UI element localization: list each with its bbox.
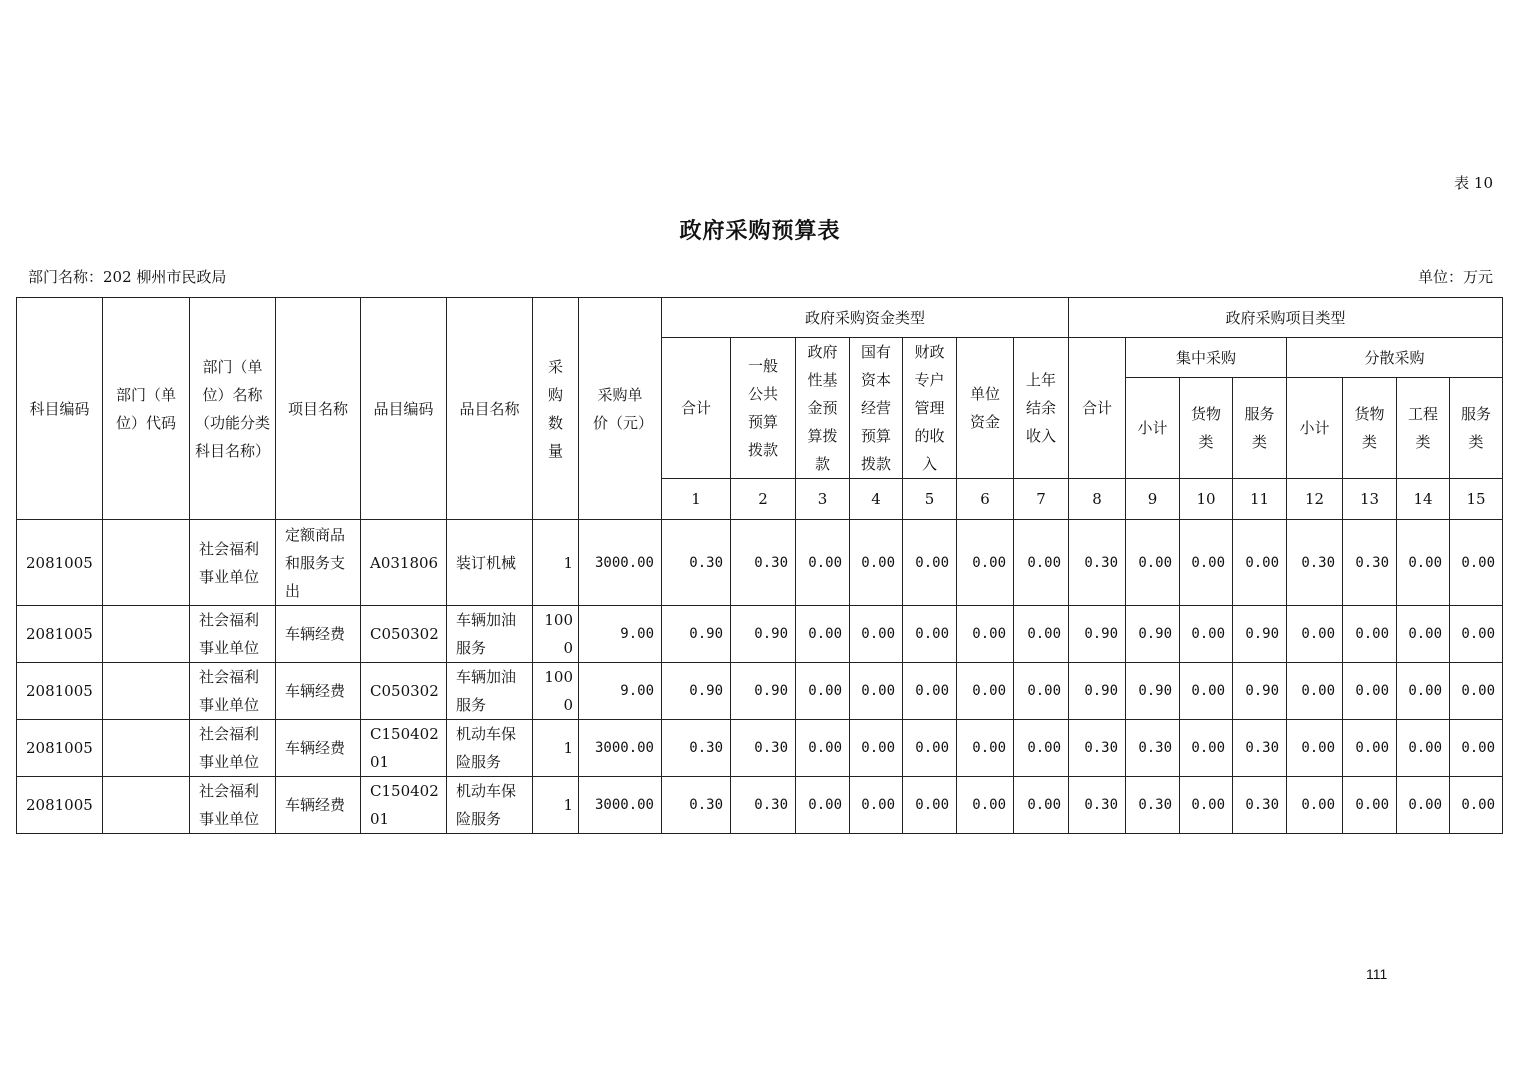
cell-value: 0.00 — [957, 606, 1014, 663]
cell-dept-name: 社会福利事业单位 — [190, 720, 276, 777]
cell-unit-price: 3000.00 — [579, 520, 662, 606]
table-body — [17, 520, 1503, 834]
col-dispersed-subtotal: 小计 — [1287, 378, 1343, 479]
cell-subject-code: 2081005 — [17, 720, 103, 777]
cell-value: 0.00 — [903, 720, 957, 777]
cell-quantity: 1000 — [533, 606, 579, 663]
col-number: 4 — [850, 479, 903, 520]
col-dispersed-service: 服务类 — [1450, 378, 1503, 479]
cell-project-name: 车辆经费 — [276, 720, 361, 777]
table-row — [17, 663, 1503, 720]
col-number: 15 — [1450, 479, 1503, 520]
col-number: 11 — [1233, 479, 1287, 520]
cell-value: 0.90 — [1126, 606, 1180, 663]
cell-value: 0.00 — [796, 663, 850, 720]
cell-value: 0.90 — [662, 606, 731, 663]
col-number: 7 — [1014, 479, 1069, 520]
cell-value: 0.00 — [1450, 777, 1503, 834]
cell-value: 0.00 — [1180, 606, 1233, 663]
cell-value: 0.00 — [1450, 606, 1503, 663]
table-row — [17, 720, 1503, 777]
col-number: 2 — [731, 479, 796, 520]
col-number: 12 — [1287, 479, 1343, 520]
cell-item-code: C15040201 — [361, 777, 447, 834]
cell-value: 0.00 — [957, 777, 1014, 834]
cell-value: 0.90 — [1233, 663, 1287, 720]
table-row — [17, 606, 1503, 663]
col-number: 6 — [957, 479, 1014, 520]
col-general-budget: 一般公共预算拨款 — [731, 338, 796, 479]
cell-value: 0.00 — [1180, 663, 1233, 720]
cell-dept-name: 社会福利事业单位 — [190, 520, 276, 606]
col-fund-total: 合计 — [662, 338, 731, 479]
cell-value: 0.90 — [731, 606, 796, 663]
cell-value: 0.30 — [1343, 520, 1397, 606]
cell-value: 0.00 — [1450, 663, 1503, 720]
cell-value: 0.00 — [850, 777, 903, 834]
table-row — [17, 777, 1503, 834]
cell-value: 0.00 — [903, 520, 957, 606]
col-central-service: 服务类 — [1233, 378, 1287, 479]
col-proj-total: 合计 — [1069, 338, 1126, 479]
cell-dept-name: 社会福利事业单位 — [190, 663, 276, 720]
cell-value: 0.00 — [796, 520, 850, 606]
cell-project-name: 定额商品和服务支出 — [276, 520, 361, 606]
cell-value: 0.30 — [1069, 720, 1126, 777]
cell-value: 0.00 — [1287, 663, 1343, 720]
cell-unit-price: 9.00 — [579, 606, 662, 663]
cell-value: 0.00 — [1014, 606, 1069, 663]
col-number: 13 — [1343, 479, 1397, 520]
cell-value: 0.00 — [796, 720, 850, 777]
col-unit-fund: 单位资金 — [957, 338, 1014, 479]
cell-value: 0.30 — [1233, 777, 1287, 834]
page-title: 政府采购预算表 — [679, 218, 841, 244]
cell-value: 0.00 — [796, 606, 850, 663]
department-label: 部门名称：202 柳州市民政局 — [28, 268, 227, 286]
col-special-account: 财政专户管理的收入 — [903, 338, 957, 479]
cell-value: 0.30 — [731, 777, 796, 834]
cell-value: 0.30 — [1069, 777, 1126, 834]
cell-dept-code — [103, 520, 190, 606]
cell-value: 0.00 — [850, 720, 903, 777]
table-number: 表 10 — [1454, 174, 1493, 192]
col-dispersed-works: 工程类 — [1397, 378, 1450, 479]
cell-subject-code: 2081005 — [17, 777, 103, 834]
cell-value: 0.00 — [1287, 720, 1343, 777]
cell-value: 0.00 — [1397, 663, 1450, 720]
cell-value: 0.90 — [1069, 606, 1126, 663]
cell-dept-code — [103, 720, 190, 777]
cell-value: 0.30 — [662, 520, 731, 606]
cell-dept-name: 社会福利事业单位 — [190, 606, 276, 663]
cell-value: 0.00 — [1287, 606, 1343, 663]
unit-label: 单位：万元 — [1417, 268, 1493, 286]
cell-unit-price: 3000.00 — [579, 777, 662, 834]
cell-item-name: 机动车保险服务 — [447, 720, 533, 777]
cell-subject-code: 2081005 — [17, 520, 103, 606]
cell-subject-code: 2081005 — [17, 663, 103, 720]
cell-item-name: 机动车保险服务 — [447, 777, 533, 834]
cell-value: 0.00 — [850, 606, 903, 663]
cell-value: 0.00 — [903, 777, 957, 834]
cell-value: 0.00 — [1343, 720, 1397, 777]
col-project-name: 项目名称 — [276, 298, 361, 520]
cell-value: 0.00 — [1397, 606, 1450, 663]
cell-value: 0.90 — [662, 663, 731, 720]
col-dept-code: 部门（单位）代码 — [103, 298, 190, 520]
cell-value: 0.90 — [1233, 606, 1287, 663]
cell-value: 0.00 — [1343, 777, 1397, 834]
col-item-name: 品目名称 — [447, 298, 533, 520]
cell-value: 0.00 — [1287, 777, 1343, 834]
cell-quantity: 1000 — [533, 663, 579, 720]
col-group-fund-type: 政府采购资金类型 — [662, 298, 1069, 338]
col-number: 14 — [1397, 479, 1450, 520]
cell-value: 0.00 — [1014, 720, 1069, 777]
cell-unit-price: 3000.00 — [579, 720, 662, 777]
col-number: 10 — [1180, 479, 1233, 520]
cell-quantity: 1 — [533, 720, 579, 777]
col-group-dispersed: 分散采购 — [1287, 338, 1503, 378]
cell-item-code: C15040201 — [361, 720, 447, 777]
col-dispersed-goods: 货物类 — [1343, 378, 1397, 479]
col-number: 8 — [1069, 479, 1126, 520]
cell-value: 0.00 — [1450, 520, 1503, 606]
col-central-goods: 货物类 — [1180, 378, 1233, 479]
cell-value: 0.00 — [850, 663, 903, 720]
cell-value: 0.30 — [1126, 777, 1180, 834]
cell-value: 0.00 — [1450, 720, 1503, 777]
cell-value: 0.00 — [1397, 520, 1450, 606]
table-header — [17, 298, 1503, 520]
cell-value: 0.00 — [1343, 663, 1397, 720]
cell-item-code: C050302 — [361, 663, 447, 720]
cell-project-name: 车辆经费 — [276, 777, 361, 834]
cell-value: 0.00 — [903, 606, 957, 663]
cell-project-name: 车辆经费 — [276, 606, 361, 663]
col-number: 5 — [903, 479, 957, 520]
col-number: 9 — [1126, 479, 1180, 520]
cell-value: 0.00 — [796, 777, 850, 834]
cell-item-name: 车辆加油服务 — [447, 663, 533, 720]
cell-item-name: 装订机械 — [447, 520, 533, 606]
cell-item-name: 车辆加油服务 — [447, 606, 533, 663]
cell-value: 0.30 — [1069, 520, 1126, 606]
col-item-code: 品目编码 — [361, 298, 447, 520]
cell-value: 0.90 — [1069, 663, 1126, 720]
cell-value: 0.00 — [1233, 520, 1287, 606]
page-number: 111 — [1366, 966, 1388, 982]
cell-value: 0.30 — [1126, 720, 1180, 777]
col-number: 1 — [662, 479, 731, 520]
col-group-central: 集中采购 — [1126, 338, 1287, 378]
col-quantity: 采购数量 — [533, 298, 579, 520]
cell-value: 0.00 — [957, 663, 1014, 720]
cell-value: 0.30 — [1233, 720, 1287, 777]
cell-value: 0.00 — [1180, 520, 1233, 606]
cell-value: 0.00 — [1126, 520, 1180, 606]
cell-subject-code: 2081005 — [17, 606, 103, 663]
cell-value: 0.90 — [731, 663, 796, 720]
cell-value: 0.30 — [1287, 520, 1343, 606]
cell-value: 0.00 — [957, 520, 1014, 606]
cell-project-name: 车辆经费 — [276, 663, 361, 720]
cell-value: 0.00 — [957, 720, 1014, 777]
cell-dept-code — [103, 663, 190, 720]
cell-value: 0.00 — [1014, 663, 1069, 720]
cell-value: 0.00 — [1397, 777, 1450, 834]
cell-dept-code — [103, 606, 190, 663]
col-state-capital: 国有资本经营预算拨款 — [850, 338, 903, 479]
col-unit-price: 采购单价（元） — [579, 298, 662, 520]
cell-value: 0.00 — [903, 663, 957, 720]
col-subject-code: 科目编码 — [17, 298, 103, 520]
cell-item-code: A031806 — [361, 520, 447, 606]
cell-value: 0.30 — [731, 520, 796, 606]
cell-value: 0.30 — [662, 777, 731, 834]
cell-quantity: 1 — [533, 520, 579, 606]
cell-quantity: 1 — [533, 777, 579, 834]
col-group-project-type: 政府采购项目类型 — [1069, 298, 1503, 338]
cell-value: 0.00 — [1343, 606, 1397, 663]
cell-value: 0.00 — [1180, 777, 1233, 834]
cell-value: 0.00 — [1180, 720, 1233, 777]
col-gov-fund: 政府性基金预算拨款 — [796, 338, 850, 479]
col-carryover: 上年结余收入 — [1014, 338, 1069, 479]
col-dept-name: 部门（单位）名称（功能分类科目名称） — [190, 298, 276, 520]
cell-value: 0.00 — [1014, 520, 1069, 606]
cell-dept-code — [103, 777, 190, 834]
cell-value: 0.30 — [731, 720, 796, 777]
table-row — [17, 520, 1503, 606]
cell-dept-name: 社会福利事业单位 — [190, 777, 276, 834]
cell-value: 0.00 — [850, 520, 903, 606]
cell-unit-price: 9.00 — [579, 663, 662, 720]
cell-value: 0.30 — [662, 720, 731, 777]
procurement-budget-table — [16, 297, 1503, 834]
col-central-subtotal: 小计 — [1126, 378, 1180, 479]
cell-item-code: C050302 — [361, 606, 447, 663]
cell-value: 0.00 — [1397, 720, 1450, 777]
cell-value: 0.00 — [1014, 777, 1069, 834]
cell-value: 0.90 — [1126, 663, 1180, 720]
col-number: 3 — [796, 479, 850, 520]
